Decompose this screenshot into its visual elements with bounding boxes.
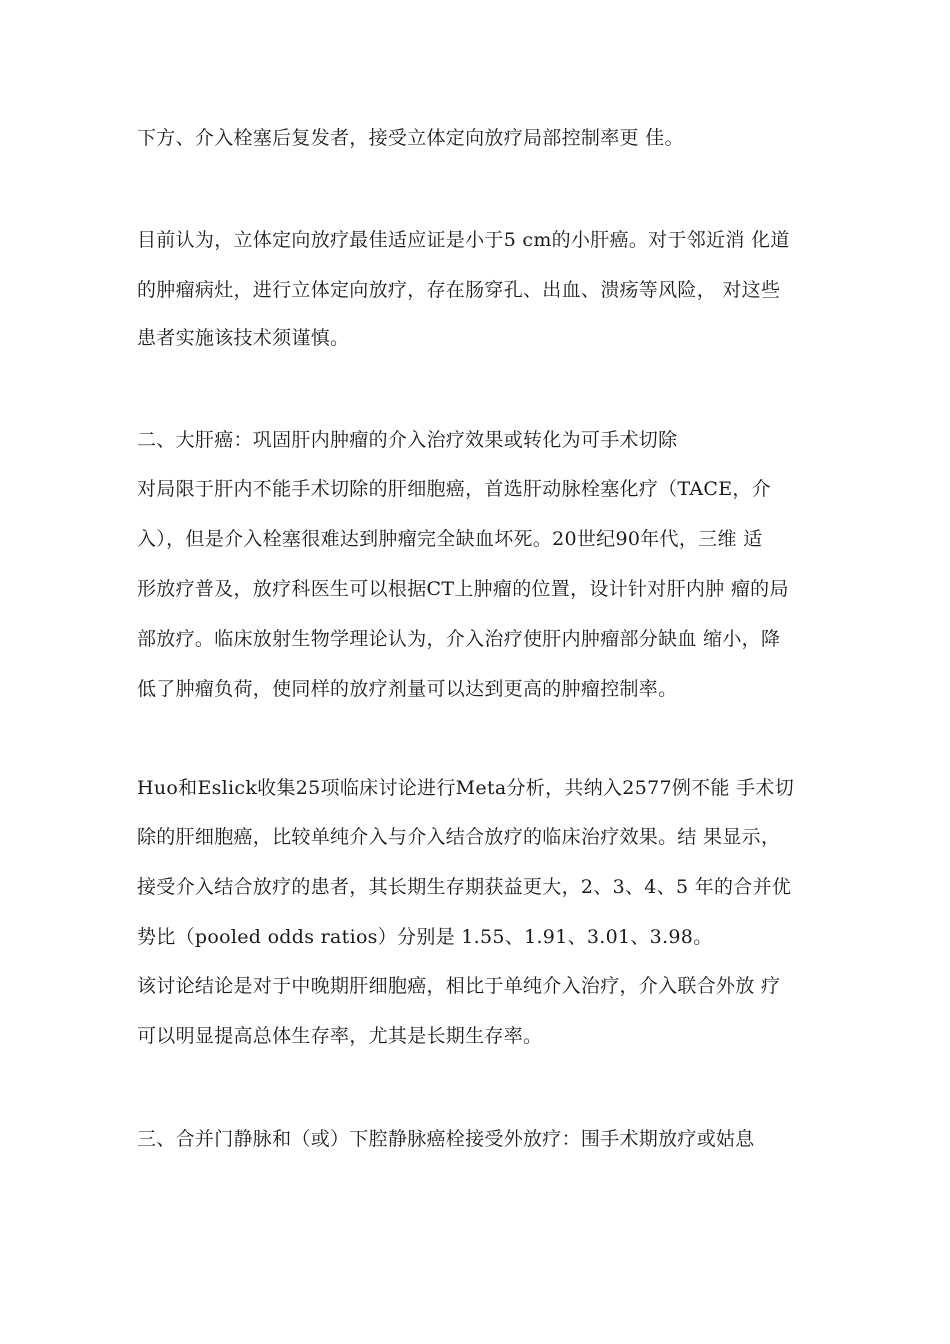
section-heading: 二、大肝癌：巩固肝内肿瘤的介入治疗效果或转化为可手术切除 bbox=[137, 429, 678, 451]
text-line: 的肿瘤病灶，进行立体定向放疗，存在肠穿孔、出血、溃疡等风险， 对这些 bbox=[137, 279, 781, 301]
text-line: 可以明显提高总体生存率，尤其是长期生存率。 bbox=[137, 1025, 543, 1047]
text-line: 部放疗。临床放射生物学理论认为，介入治疗使肝内肿瘤部分缺血 缩小，降 bbox=[137, 628, 781, 650]
text-line: 患者实施该技术须谨慎。 bbox=[137, 327, 350, 349]
text-line: 对局限于肝内不能手术切除的肝细胞癌，首选肝动脉栓塞化疗（TACE，介 bbox=[137, 478, 771, 500]
text-line: Huo和Eslick收集25项临床讨论进行Meta分析，共纳入2577例不能 手术切 bbox=[137, 777, 795, 799]
text-line: 低了肿瘤负荷，使同样的放疗剂量可以达到更高的肿瘤控制率。 bbox=[137, 678, 678, 700]
text-line: 目前认为，立体定向放疗最佳适应证是小于5 cm的小肝癌。对于邻近消 化道 bbox=[137, 229, 790, 251]
text-line: 接受介入结合放疗的患者，其长期生存期获益更大，2、3、4、5 年的合并优 bbox=[137, 876, 792, 898]
text-line: 该讨论结论是对于中晚期肝细胞癌，相比于单纯介入治疗，介入联合外放 疗 bbox=[137, 975, 781, 997]
text-line: 形放疗普及，放疗科医生可以根据CT上肿瘤的位置，设计针对肝内肿 瘤的局 bbox=[137, 578, 789, 600]
section-heading: 三、合并门静脉和（或）下腔静脉癌栓接受外放疗：围手术期放疗或姑息 bbox=[137, 1128, 755, 1150]
text-line: 除的肝细胞癌，比较单纯介入与介入结合放疗的临床治疗效果。结 果显示， bbox=[137, 826, 781, 848]
text-line: 势比（pooled odds ratios）分别是 1.55、1.91、3.01、3.98。 bbox=[137, 926, 713, 948]
text-line: 下方、介入栓塞后复发者，接受立体定向放疗局部控制率更 佳。 bbox=[137, 127, 684, 149]
text-line: 入），但是介入栓塞很难达到肿瘤完全缺血坏死。20世纪90年代，三维 适 bbox=[137, 528, 763, 550]
